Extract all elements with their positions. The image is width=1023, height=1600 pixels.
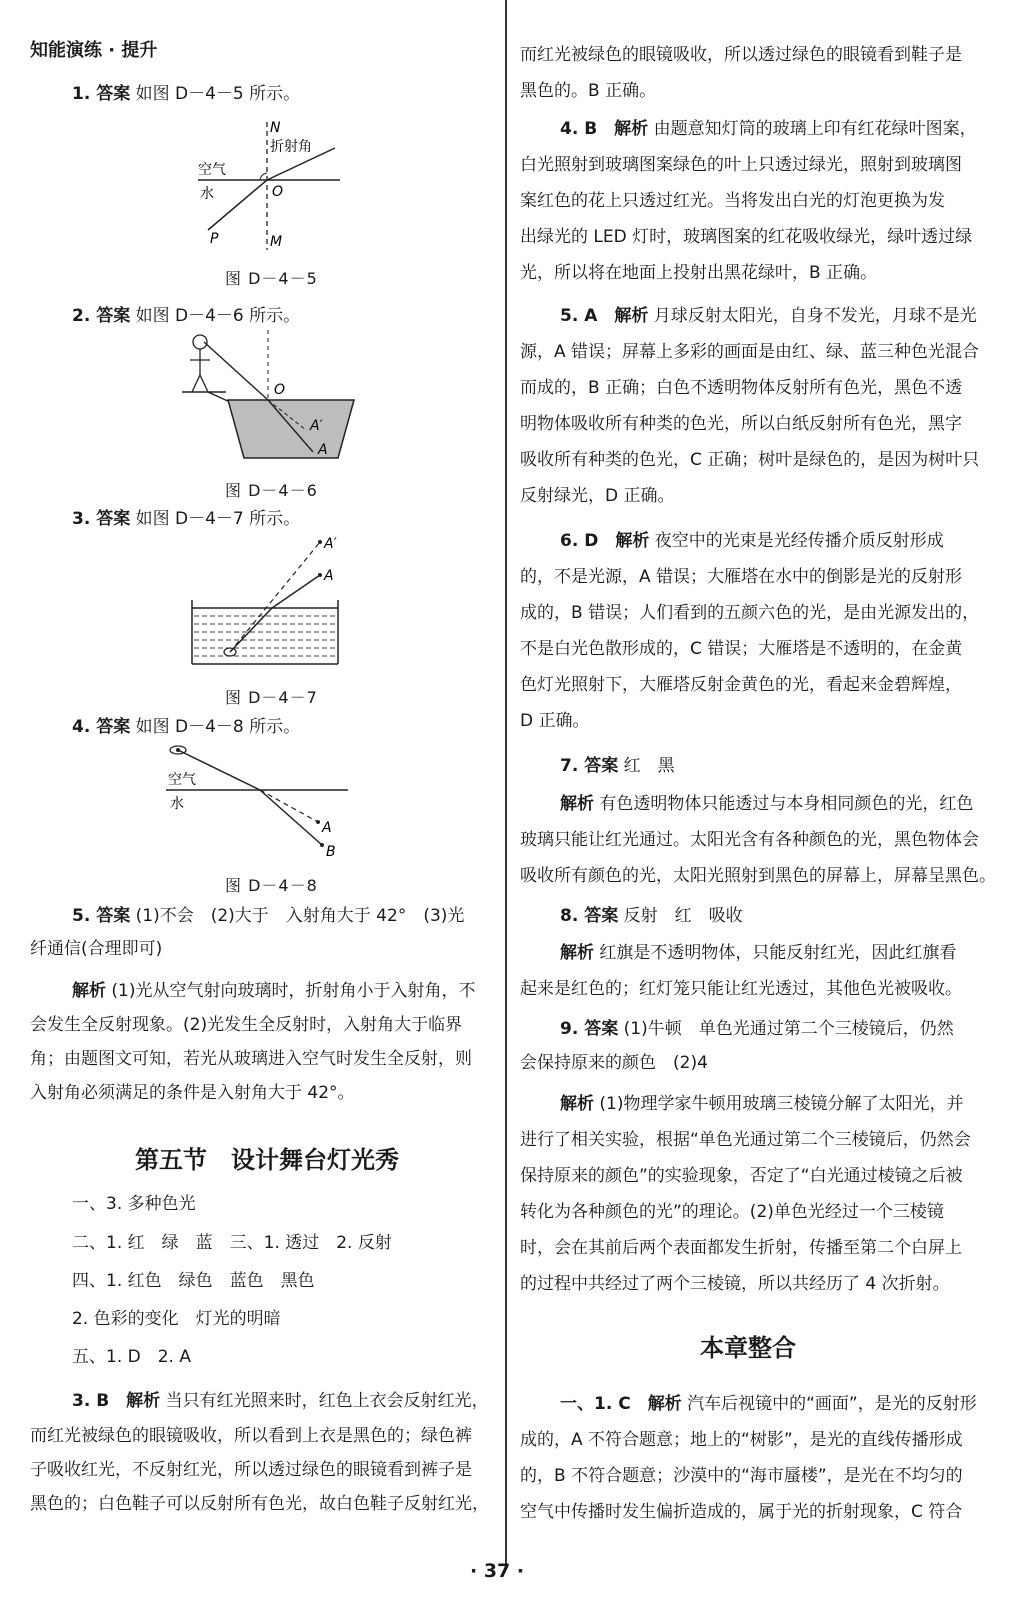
section-title: 知能演练 · 提升: [30, 40, 158, 61]
label-a-prime: A′: [310, 418, 323, 434]
label-a: A: [318, 442, 328, 458]
q9-answer: 9. 答案 (1)牛顿 单色光通过第二个三棱镜后，仍然: [560, 1019, 954, 1039]
q3b-analysis: 3. B 解析 当只有红光照来时，红色上衣会反射红光，: [72, 1391, 489, 1411]
q3b-line4: 黑色的；白色鞋子可以反射所有色光，故白色鞋子反射红光，: [30, 1494, 489, 1514]
r-continued-line2: 黑色的。B 正确。: [520, 81, 657, 101]
q3b-line2: 而红光被绿色的眼镜吸收，所以看到上衣是黑色的；绿色裤: [30, 1426, 472, 1446]
q6-line6: D 正确。: [520, 711, 590, 731]
label-refraction-angle: 折射角: [270, 139, 312, 155]
summary-q1-line2: 成的，A 不符合题意；地上的“树影”，是光的直线传播形成: [520, 1430, 963, 1450]
answer-line-5: 五、1. D 2. A: [72, 1347, 191, 1367]
q8-analysis: 解析 红旗是不透明物体，只能反射红光，因此红旗看: [560, 943, 957, 963]
label-air: 空气: [198, 162, 226, 178]
q7-line2: 玻璃只能让红光通过。太阳光含有各种颜色的光，黑色物体会: [520, 830, 979, 850]
q3-answer: 3. 答案 如图 D－4－7 所示。: [72, 509, 301, 529]
q7-line3: 吸收所有颜色的光，太阳光照射到黑色的屏幕上，屏幕呈黑色。: [520, 866, 996, 886]
label-m: M: [270, 234, 283, 250]
q5-line6: 反射绿光，D 正确。: [520, 486, 675, 506]
r-continued-line1: 而红光被绿色的眼镜吸收，所以透过绿色的眼镜看到鞋子是: [520, 45, 962, 65]
q6-line5: 色灯光照射下，大雁塔反射金黄色的光，看起来金碧辉煌，: [520, 675, 962, 695]
q1-answer: 1. 答案 如图 D－4－5 所示。: [72, 84, 301, 104]
q9-line5: 时，会在其前后两个表面都发生折射，传播至第二个白屏上: [520, 1238, 962, 1258]
chapter-title: 第五节 设计舞台灯光秀: [135, 1146, 399, 1174]
q5-answer: 5. 答案 (1)不会 (2)大于 入射角大于 42° (3)光: [72, 906, 465, 926]
answer-line-3: 四、1. 红色 绿色 蓝色 黑色: [72, 1271, 315, 1291]
q5-analysis-line4: 入射角必须满足的条件是入射角大于 42°。: [30, 1083, 355, 1103]
q5-line2: 源，A 错误；屏幕上多彩的画面是由红、绿、蓝三种色光混合: [520, 342, 980, 362]
label-o: O: [272, 184, 284, 200]
label-b: B: [326, 844, 336, 860]
caption-d-4-7: 图 D－4－7: [225, 688, 318, 707]
summary-q1-line3: 的，B 不符合题意；沙漠中的“海市蜃楼”，是光在不均匀的: [520, 1466, 963, 1486]
q3b-line3: 子吸收红光，不反射红光，所以透过绿色的眼镜看到裤子是: [30, 1460, 472, 1480]
q4-line3: 案红色的花上只透过红光。当将发出白光的灯泡更换为发: [520, 191, 945, 211]
answer-line-1: 一、3. 多种色光: [72, 1194, 196, 1214]
label-water: 水: [170, 796, 184, 812]
q4-line4: 出绿光的 LED 灯时，玻璃图案的红花吸收绿光，绿叶透过绿: [520, 227, 973, 247]
q9-analysis: 解析 (1)物理学家牛顿用玻璃三棱镜分解了太阳光，并: [560, 1094, 964, 1114]
answer-line-4: 2. 色彩的变化 灯光的明暗: [72, 1309, 281, 1329]
q9-line2: 进行了相关实验，根据“单色光通过第二个三棱镜后，仍然会: [520, 1130, 971, 1150]
q4-line5: 光，所以将在地面上投射出黑花绿叶，B 正确。: [520, 263, 878, 283]
label-n: N: [270, 120, 281, 136]
q6-analysis: 6. D 解析 夜空中的光束是光经传播介质反射形成: [560, 531, 944, 551]
q5-line3: 而成的，B 正确；白色不透明物体反射所有色光，黑色不透: [520, 378, 963, 398]
caption-d-4-8: 图 D－4－8: [225, 876, 318, 895]
q6-line3: 成的，B 错误；人们看到的五颜六色的光，是由光源发出的，: [520, 603, 980, 623]
label-air: 空气: [168, 772, 196, 788]
label-water: 水: [200, 186, 214, 202]
q4-line2: 白光照射到玻璃图案绿色的叶上只透过绿光，照射到玻璃图: [520, 155, 962, 175]
column-divider: [505, 0, 507, 1570]
q2-answer: 2. 答案 如图 D－4－6 所示。: [72, 306, 301, 326]
q6-line4: 不是白光色散形成的，C 错误；大雁塔是不透明的，在金黄: [520, 639, 963, 659]
q5-line5: 吸收所有种类的色光，C 正确；树叶是绿色的，是因为树叶只: [520, 450, 980, 470]
caption-d-4-6: 图 D－4－6: [225, 481, 318, 500]
figure-d-4-8: [160, 740, 350, 865]
q5-answer-line2: 纤通信(合理即可): [30, 939, 163, 959]
q7-analysis: 解析 有色透明物体只能透过与本身相同颜色的光，红色: [560, 794, 974, 814]
figure-d-4-7: [190, 530, 360, 668]
caption-d-4-5: 图 D－4－5: [225, 269, 318, 288]
q5-analysis: 5. A 解析 月球反射太阳光，自身不发光，月球不是光: [560, 306, 977, 326]
q4-answer: 4. 答案 如图 D－4－8 所示。: [72, 717, 301, 737]
q4-analysis: 4. B 解析 由题意知灯筒的玻璃上印有红花绿叶图案，: [560, 119, 977, 139]
q9-line6: 的过程中共经过了两个三棱镜，所以共经历了 4 次折射。: [520, 1274, 950, 1294]
label-o: O: [274, 382, 286, 398]
q9-answer-line2: 会保持原来的颜色 (2)4: [520, 1053, 708, 1073]
chapter-summary-title: 本章整合: [700, 1334, 796, 1362]
summary-q1-analysis: 一、1. C 解析 汽车后视镜中的“画面”，是光的反射形: [560, 1394, 977, 1414]
q7-answer: 7. 答案 红 黑: [560, 756, 675, 776]
label-a-prime: A′: [324, 536, 337, 552]
summary-q1-line4: 空气中传播时发生偏折造成的，属于光的折射现象，C 符合: [520, 1502, 963, 1522]
q6-line2: 的，不是光源，A 错误；大雁塔在水中的倒影是光的反射形: [520, 567, 963, 587]
figure-d-4-5: [190, 118, 360, 258]
label-a: A: [324, 568, 334, 584]
answer-line-2: 二、1. 红 绿 蓝 三、1. 透过 2. 反射: [72, 1233, 392, 1253]
q5-analysis: 解析 (1)光从空气射向玻璃时，折射角小于入射角，不: [72, 981, 476, 1001]
q9-line4: 转化为各种颜色的光”的理论。(2)单色光经过一个三棱镜: [520, 1202, 944, 1222]
label-a: A: [322, 820, 332, 836]
q5-analysis-line2: 会发生全反射现象。(2)光发生全反射时，入射角大于临界: [30, 1015, 463, 1035]
figure-d-4-6: [178, 330, 368, 465]
q8-line2: 起来是红色的；红灯笼只能让红光透过，其他色光被吸收。: [520, 979, 962, 999]
q5-analysis-line3: 角；由题图文可知，若光从玻璃进入空气时发生全反射，则: [30, 1049, 472, 1069]
label-p: P: [210, 231, 219, 247]
q8-answer: 8. 答案 反射 红 吸收: [560, 906, 743, 926]
page-number: · 37 ·: [470, 1560, 525, 1582]
q5-line4: 明物体吸收所有种类的色光，所以白纸反射所有色光，黑字: [520, 414, 962, 434]
q9-line3: 保持原来的颜色”的实验现象，否定了“白光通过棱镜之后被: [520, 1166, 963, 1186]
